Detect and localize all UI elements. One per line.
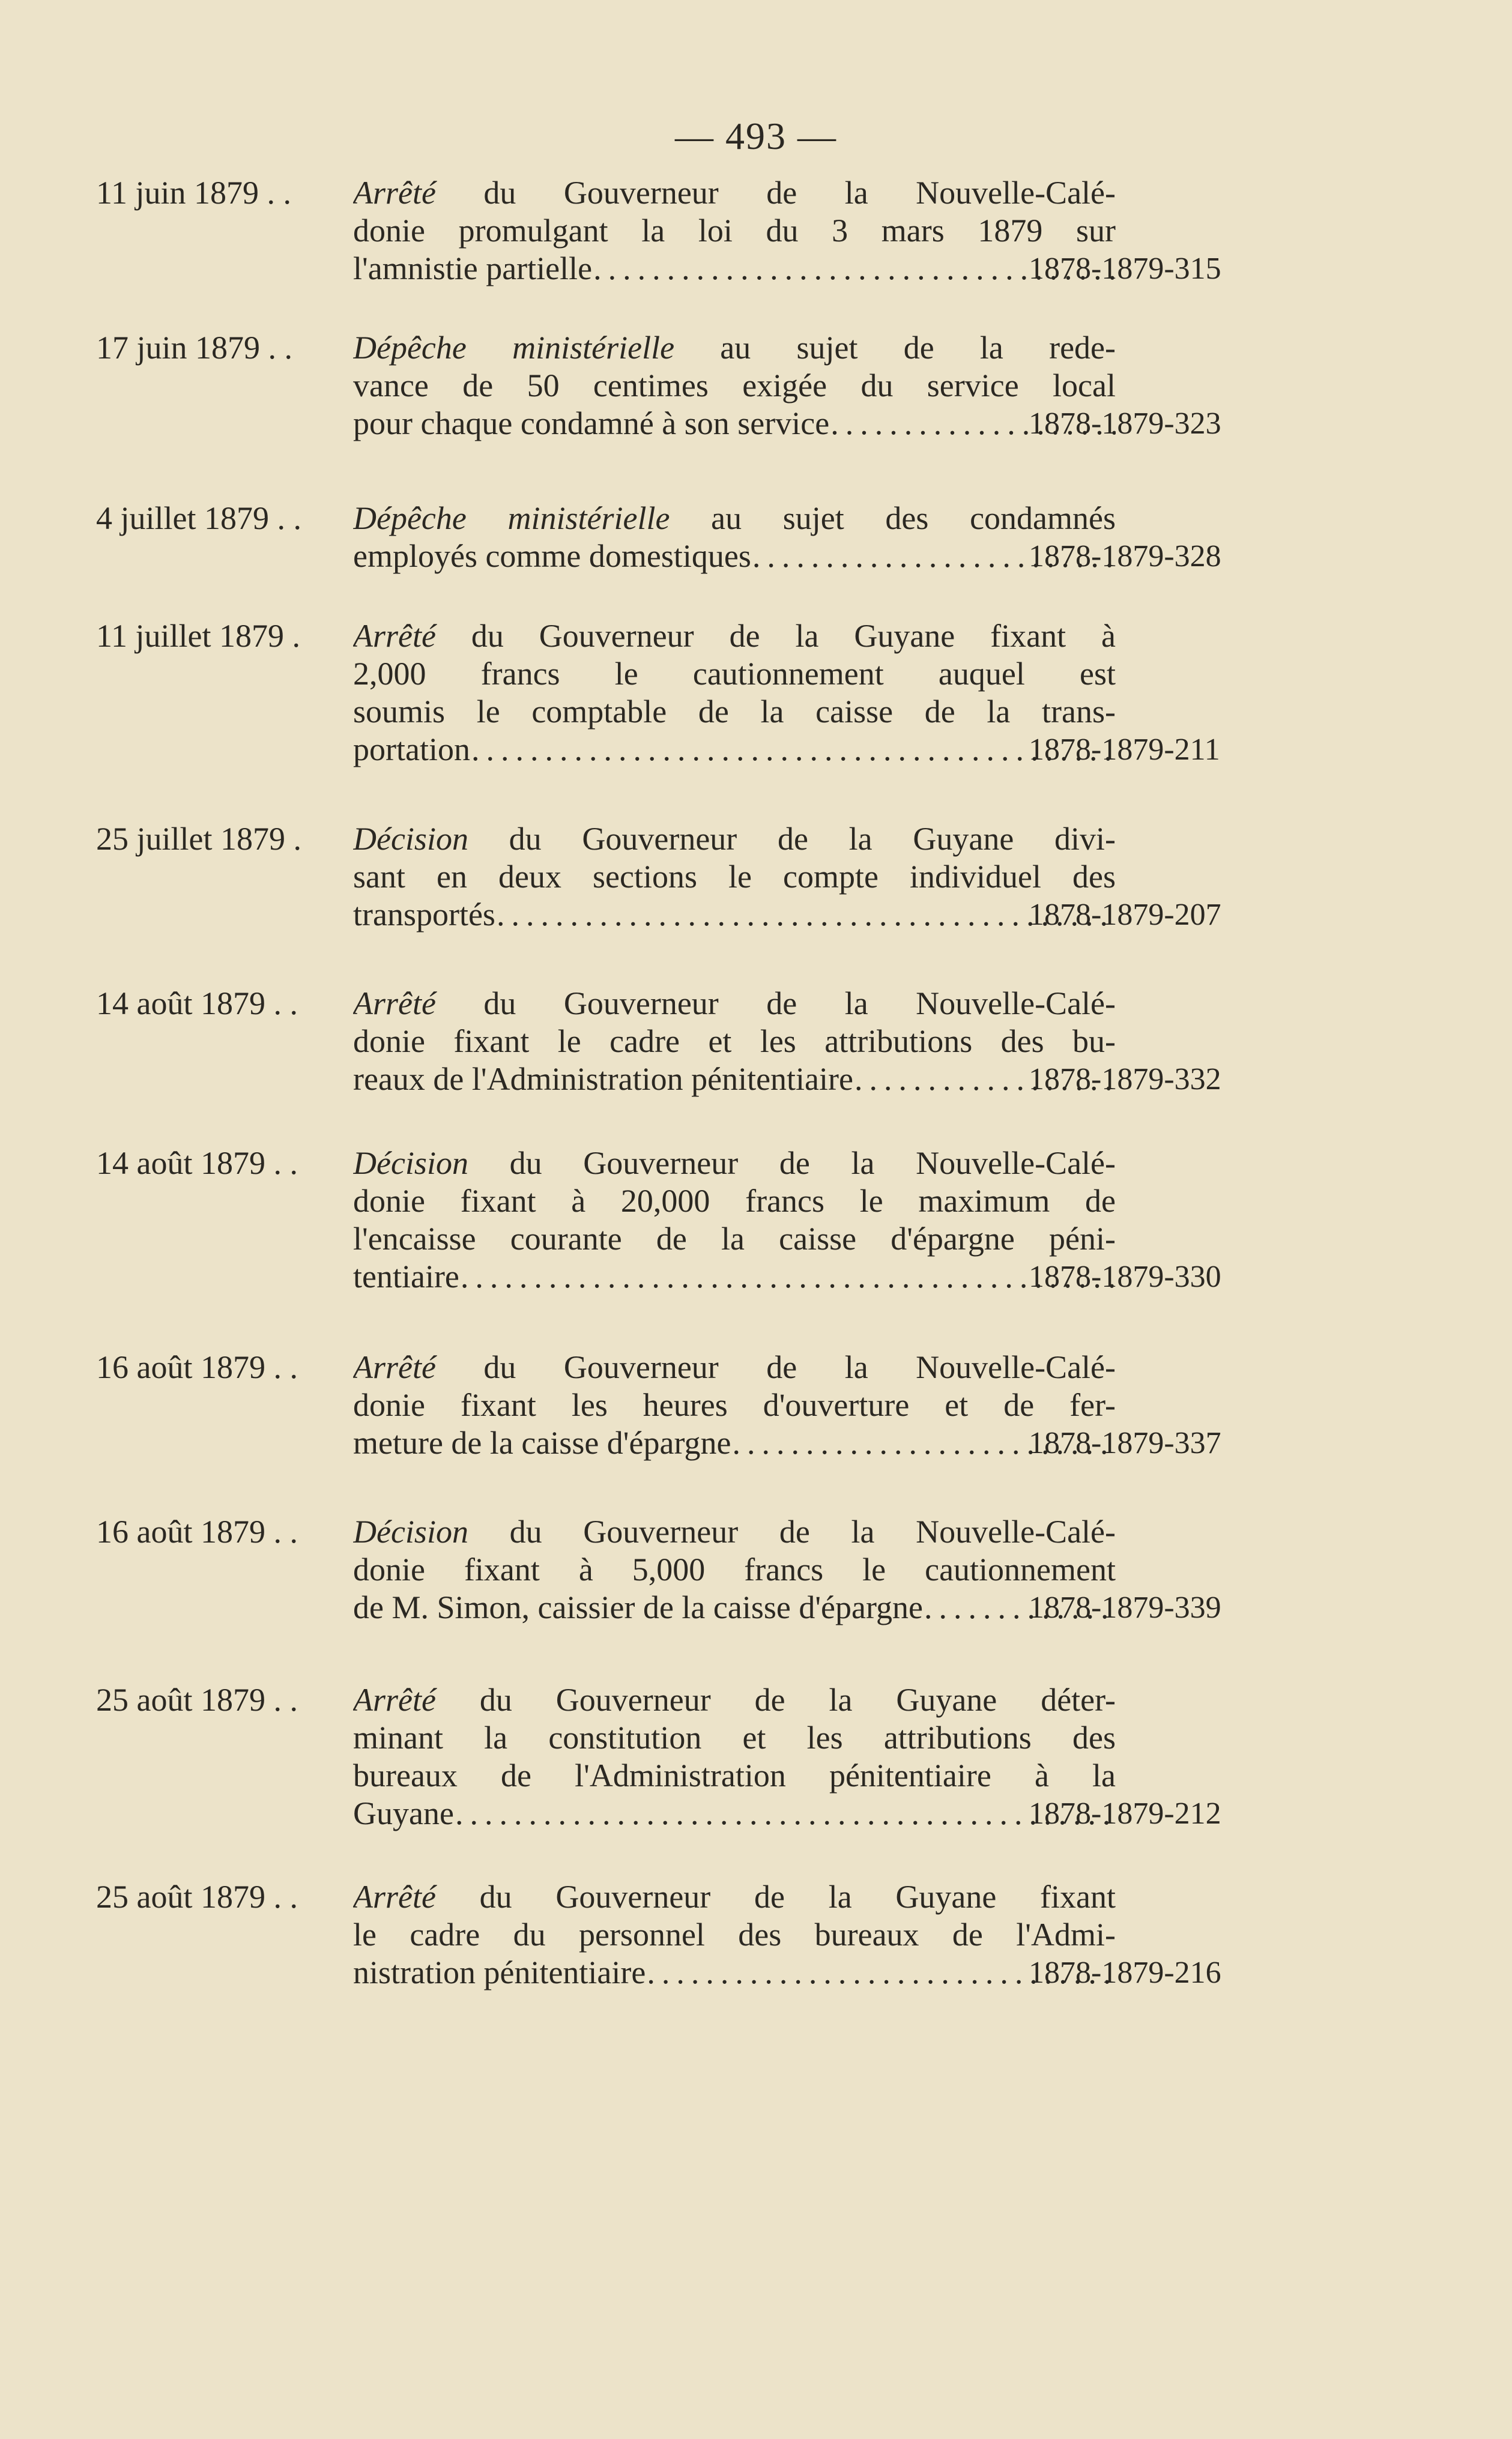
- dot-leader: [495, 896, 1116, 934]
- entry-kind: Arrêté: [353, 1349, 436, 1385]
- entry-date: 14 août 1879 . .: [96, 985, 298, 1021]
- entry-kind: Dépêche ministérielle: [353, 500, 670, 536]
- entry-text: Décision du Gouverneur de la Nouvelle-Calé- donie fixant à 20,000 francs le maximum de l'encaisse courante de la caisse d'épargne péni- tentiaire .....: [353, 1144, 1116, 1296]
- entry-kind: Arrêté: [353, 985, 436, 1021]
- entry-reference: 1878-1879-337: [1029, 1426, 1221, 1460]
- entry-kind: Décision: [353, 821, 468, 857]
- entry-kind: Arrêté: [353, 618, 436, 654]
- dot-leader: [454, 1795, 1116, 1833]
- entry-text: Arrêté du Gouverneur de la Guyane fixant le cadre du personnel des bureaux de l'Admi- nistration pénitentiaire .....: [353, 1878, 1116, 1992]
- entry-text: Arrêté du Gouverneur de la Guyane déter- minant la constitution et les attributions des bureaux de l'Administration pénitentiaire à la Guyane .....: [353, 1681, 1116, 1833]
- entry-text: Décision du Gouverneur de la Guyane divi- sant en deux sections le compte individuel des transportés .....: [353, 820, 1116, 934]
- entry-reference: 1878-1879-212: [1029, 1797, 1221, 1831]
- entry-reference: 1878-1879-216: [1029, 1956, 1221, 1990]
- entry-kind: Arrêté: [353, 1682, 436, 1718]
- entry-kind: Décision: [353, 1145, 468, 1181]
- entry-reference: 1878-1879-207: [1029, 898, 1221, 932]
- entry-reference: 1878-1879-330: [1029, 1260, 1221, 1294]
- entry-text: Arrêté du Gouverneur de la Guyane fixant à 2,000 francs le cautionnement auquel est soumis le comptable de la caisse de la trans- portation .....: [353, 617, 1116, 769]
- page-number: — 493 —: [675, 115, 837, 157]
- entry-date: 16 août 1879 . .: [96, 1514, 298, 1550]
- entry-date: 17 juin 1879 . .: [96, 330, 293, 366]
- entry-reference: 1878-1879-315: [1029, 252, 1221, 286]
- entry-date: 25 août 1879 . .: [96, 1879, 298, 1915]
- entry-kind: Dépêche ministérielle: [353, 330, 675, 366]
- entry-reference: 1878-1879-323: [1029, 406, 1221, 441]
- entry-date: 14 août 1879 . .: [96, 1145, 298, 1181]
- entry-text: Arrêté du Gouverneur de la Nouvelle-Calé- donie fixant le cadre et les attributions des bu- reaux de l'Administration pénitentiaire .....: [353, 985, 1116, 1098]
- entry-date: 25 août 1879 . .: [96, 1682, 298, 1718]
- entry-kind: Arrêté: [353, 175, 436, 211]
- entry-date: 25 juillet 1879 .: [96, 821, 301, 857]
- entry-reference: 1878-1879-328: [1029, 539, 1221, 573]
- entry-text: Arrêté du Gouverneur de la Nouvelle-Calé- donie fixant les heures d'ouverture et de fer- meture de la caisse d'épargne .....: [353, 1349, 1116, 1462]
- entry-date: 4 juillet 1879 . .: [96, 500, 301, 536]
- dot-leader: [470, 731, 1116, 769]
- entry-text: Dépêche ministérielle au sujet de la rede- vance de 50 centimes exigée du service local pour chaque condamné à son service .....: [353, 329, 1116, 443]
- dot-leader: [459, 1258, 1116, 1296]
- entry-reference: 1878-1879-339: [1029, 1591, 1221, 1625]
- entry-reference: 1878-1879-211: [1029, 733, 1220, 767]
- entry-kind: Décision: [353, 1514, 468, 1550]
- entry-date: 11 juin 1879 . .: [96, 175, 292, 211]
- entry-text: Dépêche ministérielle au sujet des condamnés employés comme domestiques .....: [353, 500, 1116, 575]
- entry-kind: Arrêté: [353, 1879, 436, 1915]
- entry-date: 16 août 1879 . .: [96, 1349, 298, 1385]
- entry-text: Arrêté du Gouverneur de la Nouvelle-Calé- donie promulgant la loi du 3 mars 1879 sur l'amnistie partielle .....: [353, 174, 1116, 288]
- entry-reference: 1878-1879-332: [1029, 1062, 1221, 1096]
- entry-text: Décision du Gouverneur de la Nouvelle-Calé- donie fixant à 5,000 francs le cautionnement de M. Simon, caissier de la caisse d'épargne .....: [353, 1513, 1116, 1627]
- entry-date: 11 juillet 1879 .: [96, 618, 300, 654]
